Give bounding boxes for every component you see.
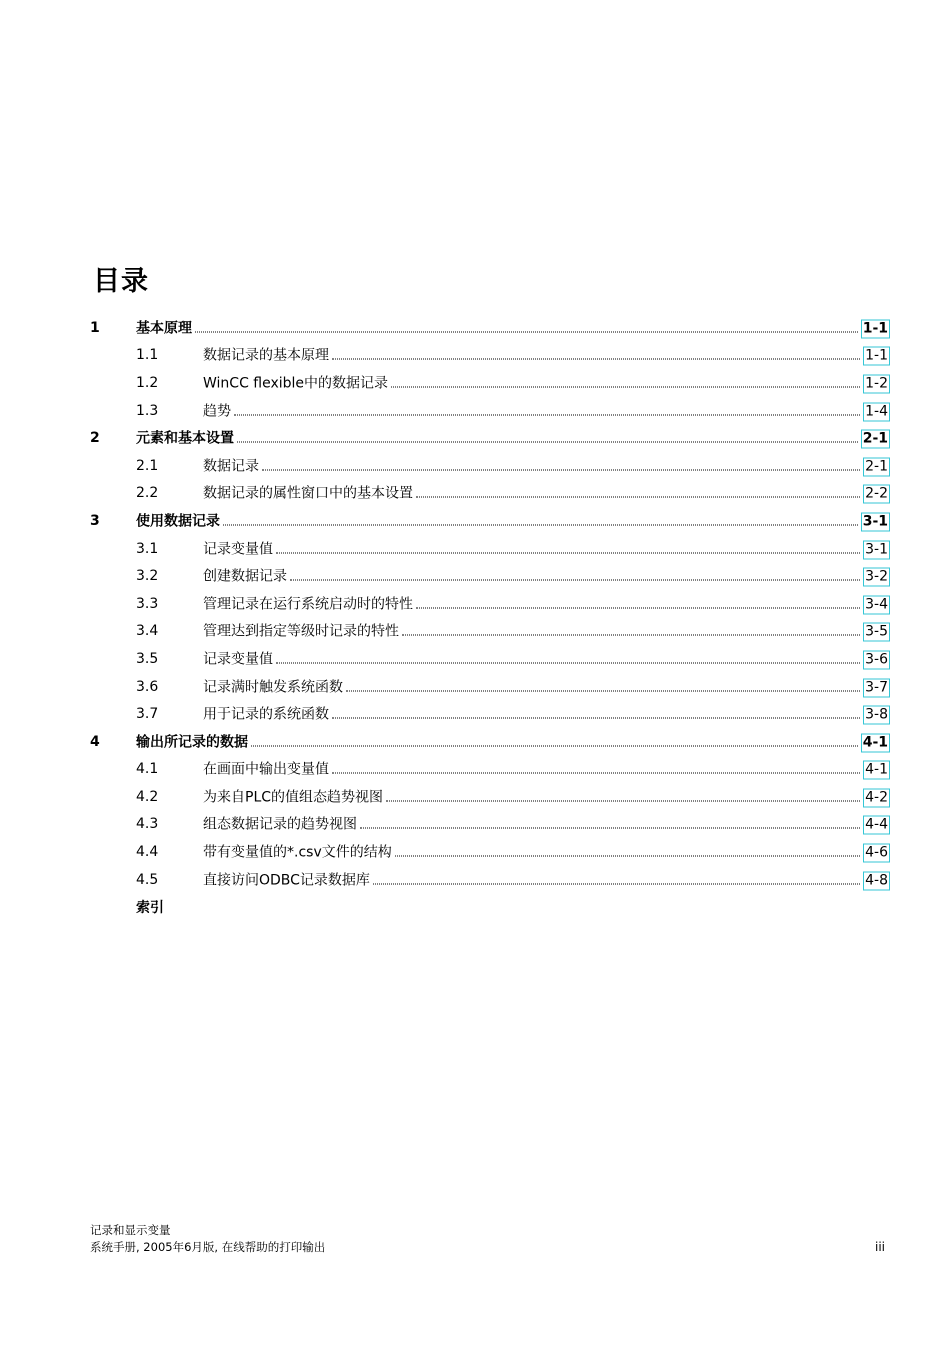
- toc-entry: [203, 814, 890, 835]
- toc-entry-title[interactable]: 记录变量值: [203, 541, 273, 558]
- toc-index-row[interactable]: [90, 893, 890, 921]
- toc-index-title[interactable]: 索引: [136, 900, 164, 917]
- toc-entry-number: 3.1: [136, 540, 159, 557]
- toc-dot-leader: [360, 828, 860, 829]
- toc-entry-title[interactable]: 数据记录: [203, 458, 259, 475]
- toc-page-link[interactable]: 3-1: [862, 513, 888, 530]
- toc-page-link[interactable]: 3-4: [865, 596, 888, 613]
- toc-dot-leader: [251, 745, 858, 746]
- toc-entry: [203, 648, 890, 669]
- toc-page-link[interactable]: 3-5: [865, 623, 888, 640]
- toc-dot-leader: [346, 690, 860, 691]
- toc-entry: [203, 538, 890, 559]
- toc-entry-number: 3.2: [136, 568, 159, 585]
- toc-dot-leader: [373, 883, 860, 884]
- toc-dot-leader: [416, 607, 860, 608]
- toc-entry: [203, 869, 890, 890]
- toc-page-link[interactable]: 3-1: [865, 541, 888, 558]
- toc-entry-number: 1.1: [136, 347, 159, 364]
- toc-dot-leader: [262, 469, 860, 470]
- toc-page-link[interactable]: 4-1: [862, 734, 888, 751]
- toc-page-link[interactable]: 4-2: [865, 789, 888, 806]
- toc-entry: [203, 455, 890, 476]
- toc-section-row[interactable]: [90, 673, 890, 701]
- toc-entry-title[interactable]: 输出所记录的数据: [136, 734, 248, 751]
- toc-dot-leader: [276, 552, 860, 553]
- toc-entry-number: 1.2: [136, 374, 159, 391]
- toc-section-row[interactable]: [90, 838, 890, 866]
- toc-entry: [203, 345, 890, 366]
- toc-entry-title[interactable]: 在画面中输出变量值: [203, 761, 329, 778]
- toc-dot-leader: [402, 635, 860, 636]
- toc-entry-title[interactable]: 数据记录的属性窗口中的基本设置: [203, 485, 413, 502]
- toc-entry-title[interactable]: 记录满时触发系统函数: [203, 679, 343, 696]
- toc-entry-number: 2: [90, 430, 100, 447]
- toc-entry-title[interactable]: 创建数据记录: [203, 568, 287, 585]
- toc-entry-title[interactable]: 管理达到指定等级时记录的特性: [203, 623, 399, 640]
- toc-entry-number: 3.5: [136, 650, 159, 667]
- footer-document-title: 记录和显示变量: [90, 1223, 171, 1237]
- toc-page-link[interactable]: 1-4: [865, 403, 888, 420]
- toc-dot-leader: [237, 442, 858, 443]
- toc-entry-number: 4.2: [136, 788, 159, 805]
- toc-entry-number: 2.1: [136, 457, 159, 474]
- toc-section-row[interactable]: [90, 700, 890, 728]
- toc-dot-leader: [195, 331, 858, 332]
- toc-entry: [136, 428, 890, 449]
- toc-chapter-row[interactable]: [90, 424, 890, 452]
- toc-page-link[interactable]: 4-4: [865, 816, 888, 833]
- toc-page-link[interactable]: 3-6: [865, 651, 888, 668]
- toc-entry-title[interactable]: 记录变量值: [203, 651, 273, 668]
- toc-page-link[interactable]: 4-8: [865, 872, 888, 889]
- toc-entry-title[interactable]: 管理记录在运行系统启动时的特性: [203, 596, 413, 613]
- toc-entry-number: 4.1: [136, 761, 159, 778]
- toc-entry: [203, 676, 890, 697]
- toc-section-row[interactable]: [90, 811, 890, 839]
- toc-entry-title[interactable]: 直接访问ODBC记录数据库: [203, 872, 370, 889]
- toc-dot-leader: [234, 414, 860, 415]
- toc-dot-leader: [276, 662, 860, 663]
- toc-entry: [203, 483, 890, 504]
- toc-entry-number: 4.3: [136, 816, 159, 833]
- toc-entry: [203, 704, 890, 725]
- toc-section-row[interactable]: [90, 480, 890, 508]
- toc-entry-number: 3.4: [136, 623, 159, 640]
- toc-section-row[interactable]: [90, 535, 890, 563]
- toc-chapter-row[interactable]: [90, 728, 890, 756]
- toc-entry: [203, 566, 890, 587]
- toc-entry: [136, 510, 890, 531]
- toc-page-link[interactable]: 1-2: [865, 375, 888, 392]
- toc-dot-leader: [332, 718, 860, 719]
- toc-section-row[interactable]: [90, 618, 890, 646]
- toc-entry: [203, 621, 890, 642]
- toc-section-row[interactable]: [90, 783, 890, 811]
- table-of-contents: [90, 314, 890, 921]
- toc-entry-number: 4.4: [136, 844, 159, 861]
- toc-page-link[interactable]: 2-1: [865, 458, 888, 475]
- toc-dot-leader: [332, 359, 860, 360]
- toc-page-link[interactable]: 3-2: [865, 568, 888, 585]
- toc-dot-leader: [386, 800, 860, 801]
- toc-entry: [136, 317, 890, 338]
- toc-dot-leader: [223, 524, 858, 525]
- toc-entry-title[interactable]: 趋势: [203, 403, 231, 420]
- toc-dot-leader: [395, 856, 860, 857]
- toc-entry-number: 1: [90, 319, 100, 336]
- toc-section-row[interactable]: [90, 645, 890, 673]
- toc-entry-title[interactable]: 组态数据记录的趋势视图: [203, 816, 357, 833]
- footer-page-number: iii: [874, 1240, 885, 1254]
- toc-page-link[interactable]: 2-1: [862, 430, 888, 447]
- page-footer: [90, 1222, 885, 1256]
- toc-entry-title[interactable]: 元素和基本设置: [136, 430, 234, 447]
- toc-entry-number: 1.3: [136, 402, 159, 419]
- toc-entry-title[interactable]: 带有变量值的*.csv文件的结构: [203, 844, 392, 861]
- toc-chapter-row[interactable]: [90, 507, 890, 535]
- toc-entry-number: 3.6: [136, 678, 159, 695]
- toc-page-link[interactable]: 2-2: [865, 485, 888, 502]
- toc-entry-title[interactable]: 基本原理: [136, 320, 192, 337]
- toc-entry: [203, 593, 890, 614]
- toc-entry: [136, 897, 890, 917]
- toc-section-row[interactable]: [90, 342, 890, 370]
- toc-dot-leader: [391, 386, 860, 387]
- toc-dot-leader: [290, 580, 860, 581]
- toc-entry-number: 4: [90, 733, 100, 750]
- toc-entry-title[interactable]: 为来自PLC的值组态趋势视图: [203, 789, 384, 806]
- toc-entry-number: 3.7: [136, 706, 159, 723]
- footer-edition-info: 系统手册, 2005年6月版, 在线帮助的打印输出: [90, 1240, 326, 1254]
- toc-chapter-row[interactable]: [90, 314, 890, 342]
- toc-section-row[interactable]: [90, 866, 890, 894]
- toc-section-row[interactable]: [90, 590, 890, 618]
- toc-entry: [203, 400, 890, 421]
- toc-page-link[interactable]: 3-7: [865, 679, 888, 696]
- toc-dot-leader: [332, 773, 860, 774]
- toc-section-row[interactable]: [90, 452, 890, 480]
- toc-dot-leader: [416, 497, 860, 498]
- toc-entry-title[interactable]: WinCC flexible中的数据记录: [203, 375, 389, 392]
- toc-section-row[interactable]: [90, 756, 890, 784]
- toc-section-row[interactable]: [90, 562, 890, 590]
- page-title: 目录: [93, 266, 149, 297]
- toc-entry: [203, 786, 890, 807]
- toc-entry-title[interactable]: 使用数据记录: [136, 513, 220, 530]
- toc-entry-number: 4.5: [136, 871, 159, 888]
- toc-entry-title[interactable]: 数据记录的基本原理: [203, 347, 329, 364]
- toc-entry-number: 2.2: [136, 485, 159, 502]
- toc-section-row[interactable]: [90, 369, 890, 397]
- toc-page-link[interactable]: 1-1: [865, 347, 888, 364]
- toc-entry: [203, 842, 890, 863]
- toc-entry: [203, 759, 890, 780]
- toc-entry: [136, 731, 890, 752]
- toc-entry-title[interactable]: 用于记录的系统函数: [203, 706, 329, 723]
- toc-page-link[interactable]: 3-8: [865, 706, 888, 723]
- toc-page-link[interactable]: 4-1: [865, 761, 888, 778]
- toc-page-link[interactable]: 1-1: [862, 320, 888, 337]
- toc-page-link[interactable]: 4-6: [865, 844, 888, 861]
- toc-entry: [203, 372, 890, 393]
- toc-entry-number: 3: [90, 512, 100, 529]
- toc-entry-number: 3.3: [136, 595, 159, 612]
- toc-section-row[interactable]: [90, 397, 890, 425]
